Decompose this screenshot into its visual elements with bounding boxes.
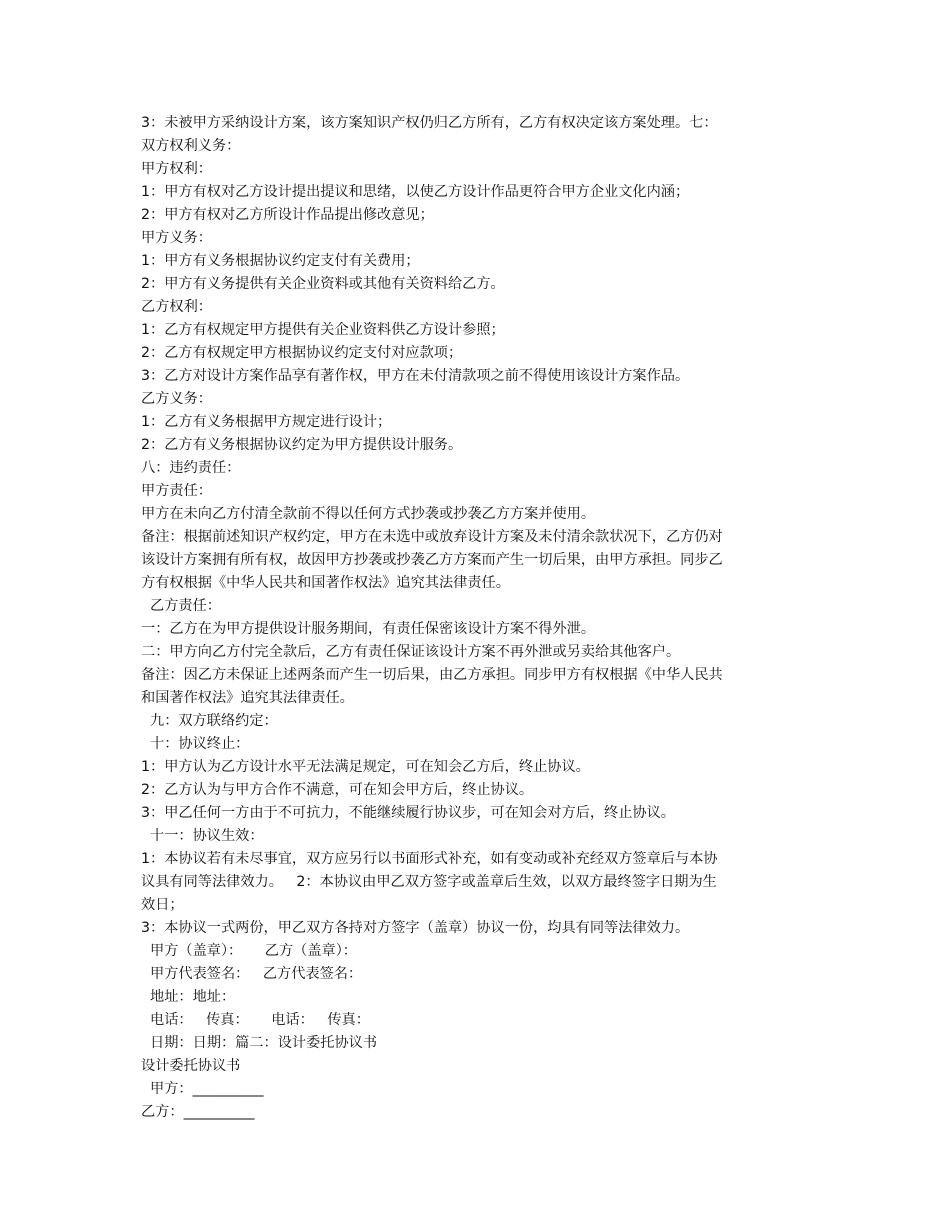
section-heading: 九：双方联络约定： (141, 713, 278, 729)
document-title: 设计委托协议书 (141, 1058, 241, 1074)
text-line: 3：本协议一式两份，甲乙双方各持对方签字（盖章）协议一份，均具有同等法律效力。 (141, 920, 690, 936)
text-line: 议具有同等法律效力。 2：本协议由甲乙双方签字或盖章后生效，以双方最终签字日期为生 (141, 874, 717, 890)
text-line: 1：甲方有义务根据协议约定支付有关费用； (141, 253, 420, 269)
text-line: 1：甲方有权对乙方设计提出提议和思绪，以使乙方设计作品更符合甲方企业文化内涵； (141, 184, 690, 200)
section-heading: 甲方义务： (141, 230, 212, 246)
text-line: 双方权利义务： (141, 138, 241, 154)
section-heading: 乙方责任： (141, 598, 221, 614)
text-line: 方有权根据《中华人民共和国著作权法》追究其法律责任。 (141, 575, 510, 591)
text-line: 2：乙方有权规定甲方根据协议约定支付对应款项； (141, 345, 463, 361)
text-line: 甲方在未向乙方付清全款前不得以任何方式抄袭或抄袭乙方方案并使用。 (141, 506, 596, 522)
section-heading: 十：协议终止： (141, 736, 250, 752)
text-line: 2：乙方认为与甲方合作不满意，可在知会甲方后，终止协议。 (141, 782, 534, 798)
section-heading: 十一：协议生效： (141, 828, 264, 844)
text-line: 1：本协议若有未尽事宜，双方应另行以书面形式补充，如有变动或补充经双方签章后与本协 (141, 851, 718, 867)
signature-field: 甲方（盖章）： 乙方（盖章）： (141, 943, 357, 959)
text-line: 效日； (141, 897, 184, 913)
section-heading: 甲方责任： (141, 483, 212, 499)
section-heading: 八：违约责任： (141, 460, 241, 476)
section-heading: 乙方权利： (141, 299, 212, 315)
text-line: 一：乙方在为甲方提供设计服务期间，有责任保密该设计方案不得外泄。 (141, 621, 596, 637)
text-line: 备注：因乙方未保证上述两条而产生一切后果，由乙方承担。同步甲方有权根据《中华人民共 (141, 667, 723, 683)
text-line: 2：甲方有义务提供有关企业资料或其他有关资料给乙方。 (141, 276, 505, 292)
signature-field: 甲方代表签名： 乙方代表签名： (141, 966, 363, 982)
text-line: 该设计方案拥有所有权，故因甲方抄袭或抄袭乙方方案而产生一切后果，由甲方承担。同步乙 (141, 552, 723, 568)
text-line: 和国著作权法》追究其法律责任。 (141, 690, 354, 706)
text-line: 2：甲方有权对乙方所设计作品提出修改意见； (141, 207, 434, 223)
text-line: 1：甲方认为乙方设计水平无法满足规定，可在知会乙方后，终止协议。 (141, 759, 590, 775)
section-heading: 乙方义务： (141, 391, 212, 407)
text-line: 2：乙方有义务根据协议约定为甲方提供设计服务。 (141, 437, 463, 453)
text-line: 1：乙方有权规定甲方提供有关企业资料供乙方设计参照； (141, 322, 505, 338)
text-line: 3：乙方对设计方案作品享有著作权，甲方在未付清款项之前不得使用该设计方案作品。 (141, 368, 690, 384)
text-line: 3：未被甲方采纳设计方案，该方案知识产权仍归乙方所有，乙方有权决定该方案处理。七： (141, 115, 718, 131)
text-line: 二：甲方向乙方付完全款后，乙方有责任保证该设计方案不再外泄或另卖给其他客户。 (141, 644, 681, 660)
party-b-field: 乙方：__________ (141, 1104, 255, 1120)
party-a-field: 甲方：__________ (141, 1081, 264, 1097)
text-line: 1：乙方有义务根据甲方规定进行设计； (141, 414, 392, 430)
document-body (141, 112, 821, 1124)
date-field: 日期：日期：篇二：设计委托协议书 (141, 1035, 378, 1051)
address-field: 地址：地址： (141, 989, 236, 1005)
text-line: 备注：根据前述知识产权约定，甲方在未选中或放弃设计方案及未付清余款状况下，乙方仍对 (141, 529, 723, 545)
text-line: 3：甲乙任何一方由于不可抗力，不能继续履行协议步，可在知会对方后，终止协议。 (141, 805, 675, 821)
section-heading: 甲方权利： (141, 161, 212, 177)
contact-field: 电话： 传真： 电话： 传真： (141, 1012, 370, 1028)
